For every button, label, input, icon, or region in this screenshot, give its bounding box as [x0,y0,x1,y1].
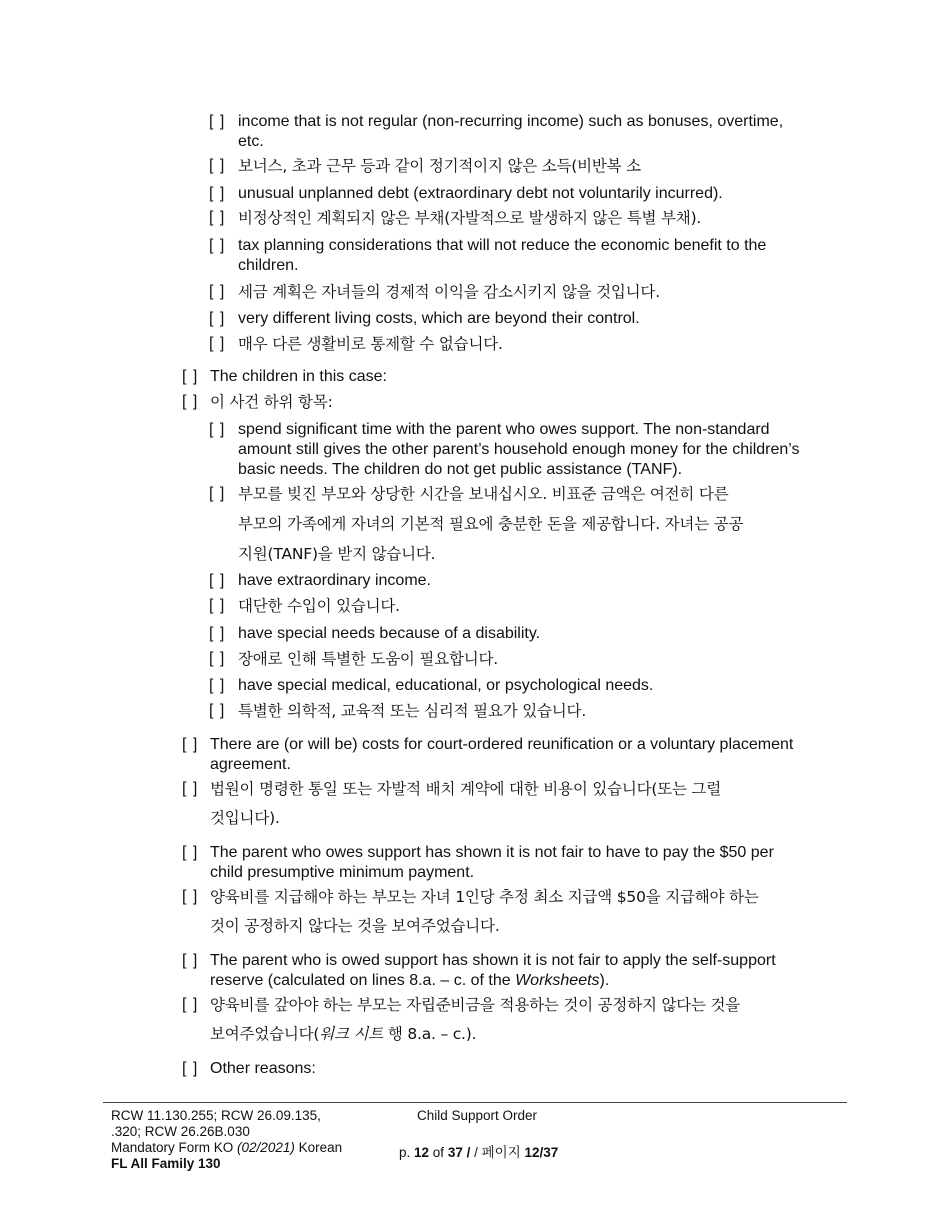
checkbox[interactable]: [ ] [182,780,199,797]
checkbox[interactable]: [ ] [209,335,226,352]
checkbox[interactable]: [ ] [209,625,226,642]
item-text-line: 보너스, 초과 근무 등과 같이 정기적이지 않은 소득(비반복 소 [238,157,641,175]
item-text-line: agreement. [210,756,291,773]
checkbox[interactable]: [ ] [209,310,226,327]
footer-form-date: (02/2021) [237,1140,295,1155]
item-text-line [210,971,609,991]
checkbox[interactable]: [ ] [209,283,226,300]
checkbox[interactable]: [ ] [182,888,199,905]
item-text-line: spend significant time with the parent who owes support. The non-standard [238,421,770,438]
italic-reference: Worksheets [515,972,600,989]
footer-statute-line1: RCW 11.130.255; RCW 26.09.135, [111,1108,321,1123]
footer-form-id: FL All Family 130 [111,1156,221,1171]
item-text-line: 부모를 빚진 부모와 상당한 시간을 보내십시오. 비표준 금액은 여전히 다른 [238,485,729,503]
item-text-line: The parent who owes support has shown it is not fair to have to pay the $50 per [210,844,774,861]
item-text-line: very different living costs, which are beyond their control. [238,310,640,327]
checkbox[interactable]: [ ] [209,677,226,694]
item-text-line: The children in this case: [210,368,387,385]
item-text-line: 양육비를 갚아야 하는 부모는 자립준비금을 적용하는 것이 공정하지 않다는 것을 [210,996,741,1014]
item-text-line: 것이 공정하지 않다는 것을 보여주었습니다. [210,917,500,935]
page-sep-ko: / 페이지 [470,1145,525,1160]
item-text-line: children. [238,257,299,274]
item-text-line: 부모의 가족에게 자녀의 기본적 필요에 충분한 돈을 제공합니다. 자녀는 공공 [238,515,744,533]
italic-reference: 워크 시트 [319,1025,384,1043]
checkbox[interactable]: [ ] [209,237,226,254]
checkbox[interactable]: [ ] [209,157,226,174]
footer-form-lang: Korean [294,1140,343,1155]
checkbox[interactable]: [ ] [182,1060,199,1077]
checkbox[interactable]: [ ] [209,597,226,614]
checkbox[interactable]: [ ] [182,368,199,385]
checkbox[interactable]: [ ] [182,736,199,753]
item-text-line: child presumptive minimum payment. [210,864,475,881]
checkbox[interactable]: [ ] [182,952,199,969]
page-prefix: p. [399,1145,415,1160]
item-text-line: 이 사건 하위 항목: [210,393,333,411]
item-text-part: 보여주었습니다( [210,1025,320,1043]
checkbox[interactable]: [ ] [182,844,199,861]
item-text-line: unusual unplanned debt (extraordinary debt not voluntarily incurred). [238,185,723,202]
item-text-line: tax planning considerations that will not reduce the economic benefit to the [238,237,767,254]
item-text-line: basic needs. The children do not get public assistance (TANF). [238,461,683,478]
checkbox[interactable]: [ ] [209,113,226,130]
checkbox[interactable]: [ ] [209,209,226,226]
checkbox[interactable]: [ ] [209,485,226,502]
page-of: of [429,1145,448,1160]
item-text-part: ). [599,972,610,989]
checkbox[interactable]: [ ] [209,650,226,667]
footer-page-number: p. 12 of 37 / / 페이지 12/37 [399,1145,559,1160]
item-text-line: There are (or will be) costs for court-ordered reunification or a voluntary placement [210,736,794,753]
footer-divider [103,1102,847,1103]
footer-statute-line2: .320; RCW 26.26B.030 [111,1124,250,1139]
page-current: 12 [414,1145,430,1160]
footer-form-prefix: Mandatory Form KO [111,1140,238,1155]
item-text-line: The parent who is owed support has shown it is not fair to apply the self-support [210,952,776,969]
footer-doc-title: Child Support Order [417,1108,538,1123]
item-text-line: Other reasons: [210,1060,316,1077]
item-text-line: 것입니다). [210,809,280,827]
checkbox[interactable]: [ ] [209,185,226,202]
item-text-line: have extraordinary income. [238,572,431,589]
item-text-part: 행 8.a. – c.). [383,1025,477,1043]
checkbox[interactable]: [ ] [209,421,226,438]
item-text-line: 세금 계획은 자녀들의 경제적 이익을 감소시키지 않을 것입니다. [238,283,660,301]
item-text-line: 비정상적인 계획되지 않은 부채(자발적으로 발생하지 않은 특별 부채). [238,209,702,227]
item-text-line: etc. [238,133,264,150]
item-text-line: 지원(TANF)을 받지 않습니다. [238,545,436,563]
item-text-line: have special needs because of a disability. [238,625,541,642]
checkbox[interactable]: [ ] [209,572,226,589]
item-text-line: 매우 다른 생활비로 통제할 수 없습니다. [238,335,503,353]
item-text-part: reserve (calculated on lines 8.a. – c. of the [210,972,516,989]
item-text-line: 양육비를 지급해야 하는 부모는 자녀 1인당 추정 최소 지급액 $50을 지급해야 하는 [210,888,759,906]
footer-form-info [111,1140,342,1156]
page-total: 37 [447,1145,463,1160]
checkbox[interactable]: [ ] [209,702,226,719]
item-text-line: 법원이 명령한 통일 또는 자발적 배치 계약에 대한 비용이 있습니다(또는 그럴 [210,780,722,798]
item-text-line: income that is not regular (non-recurring income) such as bonuses, overtime, [238,113,784,130]
checkbox[interactable]: [ ] [182,393,199,410]
item-text-line [210,1024,476,1044]
page-fraction: 12/37 [524,1145,559,1160]
item-text-line: amount still gives the other parent’s household enough money for the children’s [238,441,800,458]
item-text-line: have special medical, educational, or psychological needs. [238,677,654,694]
checkbox[interactable]: [ ] [182,996,199,1013]
item-text-line: 대단한 수입이 있습니다. [238,597,400,615]
item-text-line: 장애로 인해 특별한 도움이 필요합니다. [238,650,499,668]
item-text-line: 특별한 의학적, 교육적 또는 심리적 필요가 있습니다. [238,702,587,720]
